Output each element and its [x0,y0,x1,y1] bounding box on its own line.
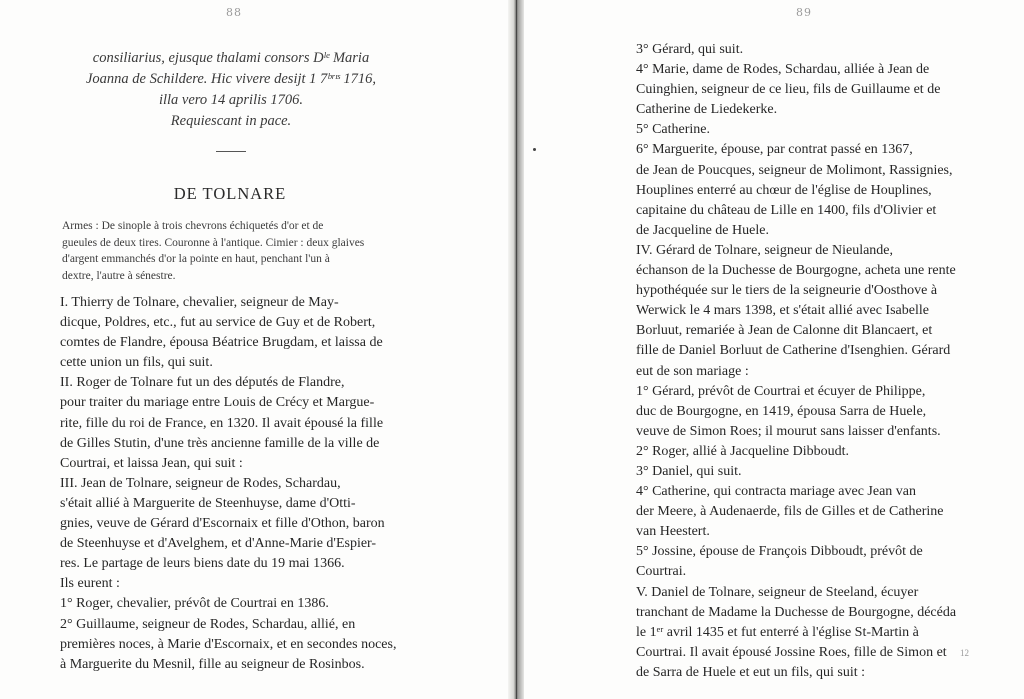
text-line: Courtrai. [636,564,687,580]
page-number-left: 88 [226,6,242,19]
text-line: 5° Jossine, épouse de François Dibboudt, prévôt de [636,544,923,560]
text-line: fille de Daniel Borluut de Catherine d'Isenghien. Gérard [636,343,951,359]
left-page [0,0,508,699]
epitaph-line: Requiescant in pace. [170,113,292,129]
text-line: Courtrai. Il avait épousé Jossine Roes, fille de Simon et [636,644,947,660]
text-line: 3° Daniel, qui suit. [636,463,742,479]
text-line: 5° Catherine. [636,122,711,138]
section-divider [216,151,246,152]
text-line: Ils eurent : [60,576,120,592]
text-line: 1° Gérard, prévôt de Courtrai et écuyer de Philippe, [636,383,926,399]
text-line: Houplines enterré au chœur de l'église de Houplines, [636,182,932,198]
left-body-text [60,293,420,675]
text-line: comtes de Flandre, épousa Béatrice Brugdam, et laissa de [60,335,383,351]
epitaph-line: consiliarius, ejusque thalami consors Dˡᵉ Maria [92,50,370,66]
text-line: Werwick le 4 mars 1398, et s'était allié avec Isabelle [636,303,929,319]
text-line: V. Daniel de Tolnare, seigneur de Steeland, écuyer [636,584,919,600]
text-line: gnies, veuve de Gérard d'Escornaix et fille d'Othon, baron [60,516,385,532]
arms-line: dextre, l'autre à sénestre. [62,269,176,282]
book-gutter [508,0,524,699]
text-line: veuve de Simon Roes; il mourut sans laisser d'enfants. [636,423,941,439]
text-line: eut de son mariage : [636,363,749,379]
text-line: pour traiter du mariage entre Louis de Crécy et Margue- [60,395,375,411]
text-line: premières noces, à Marie d'Escornaix, et en secondes noces, [60,636,397,652]
text-line: 6° Marguerite, épouse, par contrat passé en 1367, [636,142,913,158]
text-line: 2° Guillaume, seigneur de Rodes, Schardau, allié, en [60,616,356,632]
text-line: dicque, Poldres, etc., fut au service de Guy et de Robert, [60,315,376,331]
text-line: de Gilles Stutin, d'une très ancienne famille de la ville de [60,435,380,451]
arms-description [62,218,412,284]
text-line: capitaine du château de Lille en 1400, fils d'Olivier et [636,202,937,218]
text-line: Borluut, remariée à Jean de Calonne dit Blancaert, et [636,323,933,339]
text-line: Courtrai, et laissa Jean, qui suit : [60,455,243,471]
text-line: II. Roger de Tolnare fut un des députés de Flandre, [60,375,345,391]
text-line: 3° Gérard, qui suit. [636,42,744,57]
text-line: cette union un fils, qui suit. [60,355,213,371]
right-page [524,0,1024,699]
text-line: tranchant de Madame la Duchesse de Bourgogne, décéda [636,604,957,620]
text-line: 1° Roger, chevalier, prévôt de Courtrai en 1386. [60,596,329,612]
text-line: à Marguerite du Mesnil, fille au seigneur de Rosinbos. [60,656,365,672]
signature-mark: 12 [960,648,969,658]
text-line: le 1ᵉʳ avril 1435 et fut enterré à l'église St-Martin à [636,624,919,640]
text-line: van Heestert. [636,524,710,540]
text-line: III. Jean de Tolnare, seigneur de Rodes, Schardau, [60,475,341,491]
text-line: de Jacqueline de Huele. [636,222,769,238]
right-body-text [636,40,1016,683]
text-line: de Steenhuyse et d'Avelghem, et d'Anne-Marie d'Espier- [60,536,377,552]
text-line: Catherine de Liedekerke. [636,102,778,118]
text-line: s'était allié à Marguerite de Steenhuyse, dame d'Otti- [60,495,356,511]
text-line: hypothéquée sur le tiers de la seigneurie d'Oosthove à [636,283,938,299]
text-line: IV. Gérard de Tolnare, seigneur de Nieulande, [636,242,894,258]
text-line: der Meere, à Audenaerde, fils de Gilles et de Catherine [636,504,944,520]
text-line: rite, fille du roi de France, en 1320. Il avait épousé la fille [60,415,384,431]
arms-line: gueules de deux tires. Couronne à l'antique. Cimier : deux glaives [62,236,365,249]
section-heading: DE TOLNARE [173,184,287,203]
text-line: Cuinghien, seigneur de ce lieu, fils de Guillaume et de [636,82,941,98]
text-line: 4° Catherine, qui contracta mariage avec Jean van [636,484,917,500]
arms-line: Armes : De sinople à trois chevrons échiquetés d'or et de [62,220,324,232]
epitaph [56,48,406,132]
text-line: 4° Marie, dame de Rodes, Schardau, alliée à Jean de [636,62,930,78]
text-line: I. Thierry de Tolnare, chevalier, seigneur de May- [60,295,339,310]
arms-line: d'argent emmanchés d'or la pointe en haut, penchant l'un à [62,253,330,265]
text-line: de Sarra de Huele et eut un fils, qui suit : [636,664,865,680]
page-number-right: 89 [796,6,812,19]
epitaph-line: Joanna de Schildere. Hic vivere desijt 1 7ᵇʳᶦˢ 1716, [85,71,377,87]
epitaph-line: illa vero 14 aprilis 1706. [158,92,304,108]
text-line: de Jean de Poucques, seigneur de Molimont, Rassignies, [636,162,953,178]
text-line: duc de Bourgogne, en 1419, épousa Sarra de Huele, [636,403,927,419]
text-line: res. Le partage de leurs biens date du 19 mai 1366. [60,556,345,572]
text-line: 2° Roger, allié à Jacqueline Dibboudt. [636,443,850,459]
text-line: échanson de la Duchesse de Bourgogne, acheta une rente [636,263,956,279]
